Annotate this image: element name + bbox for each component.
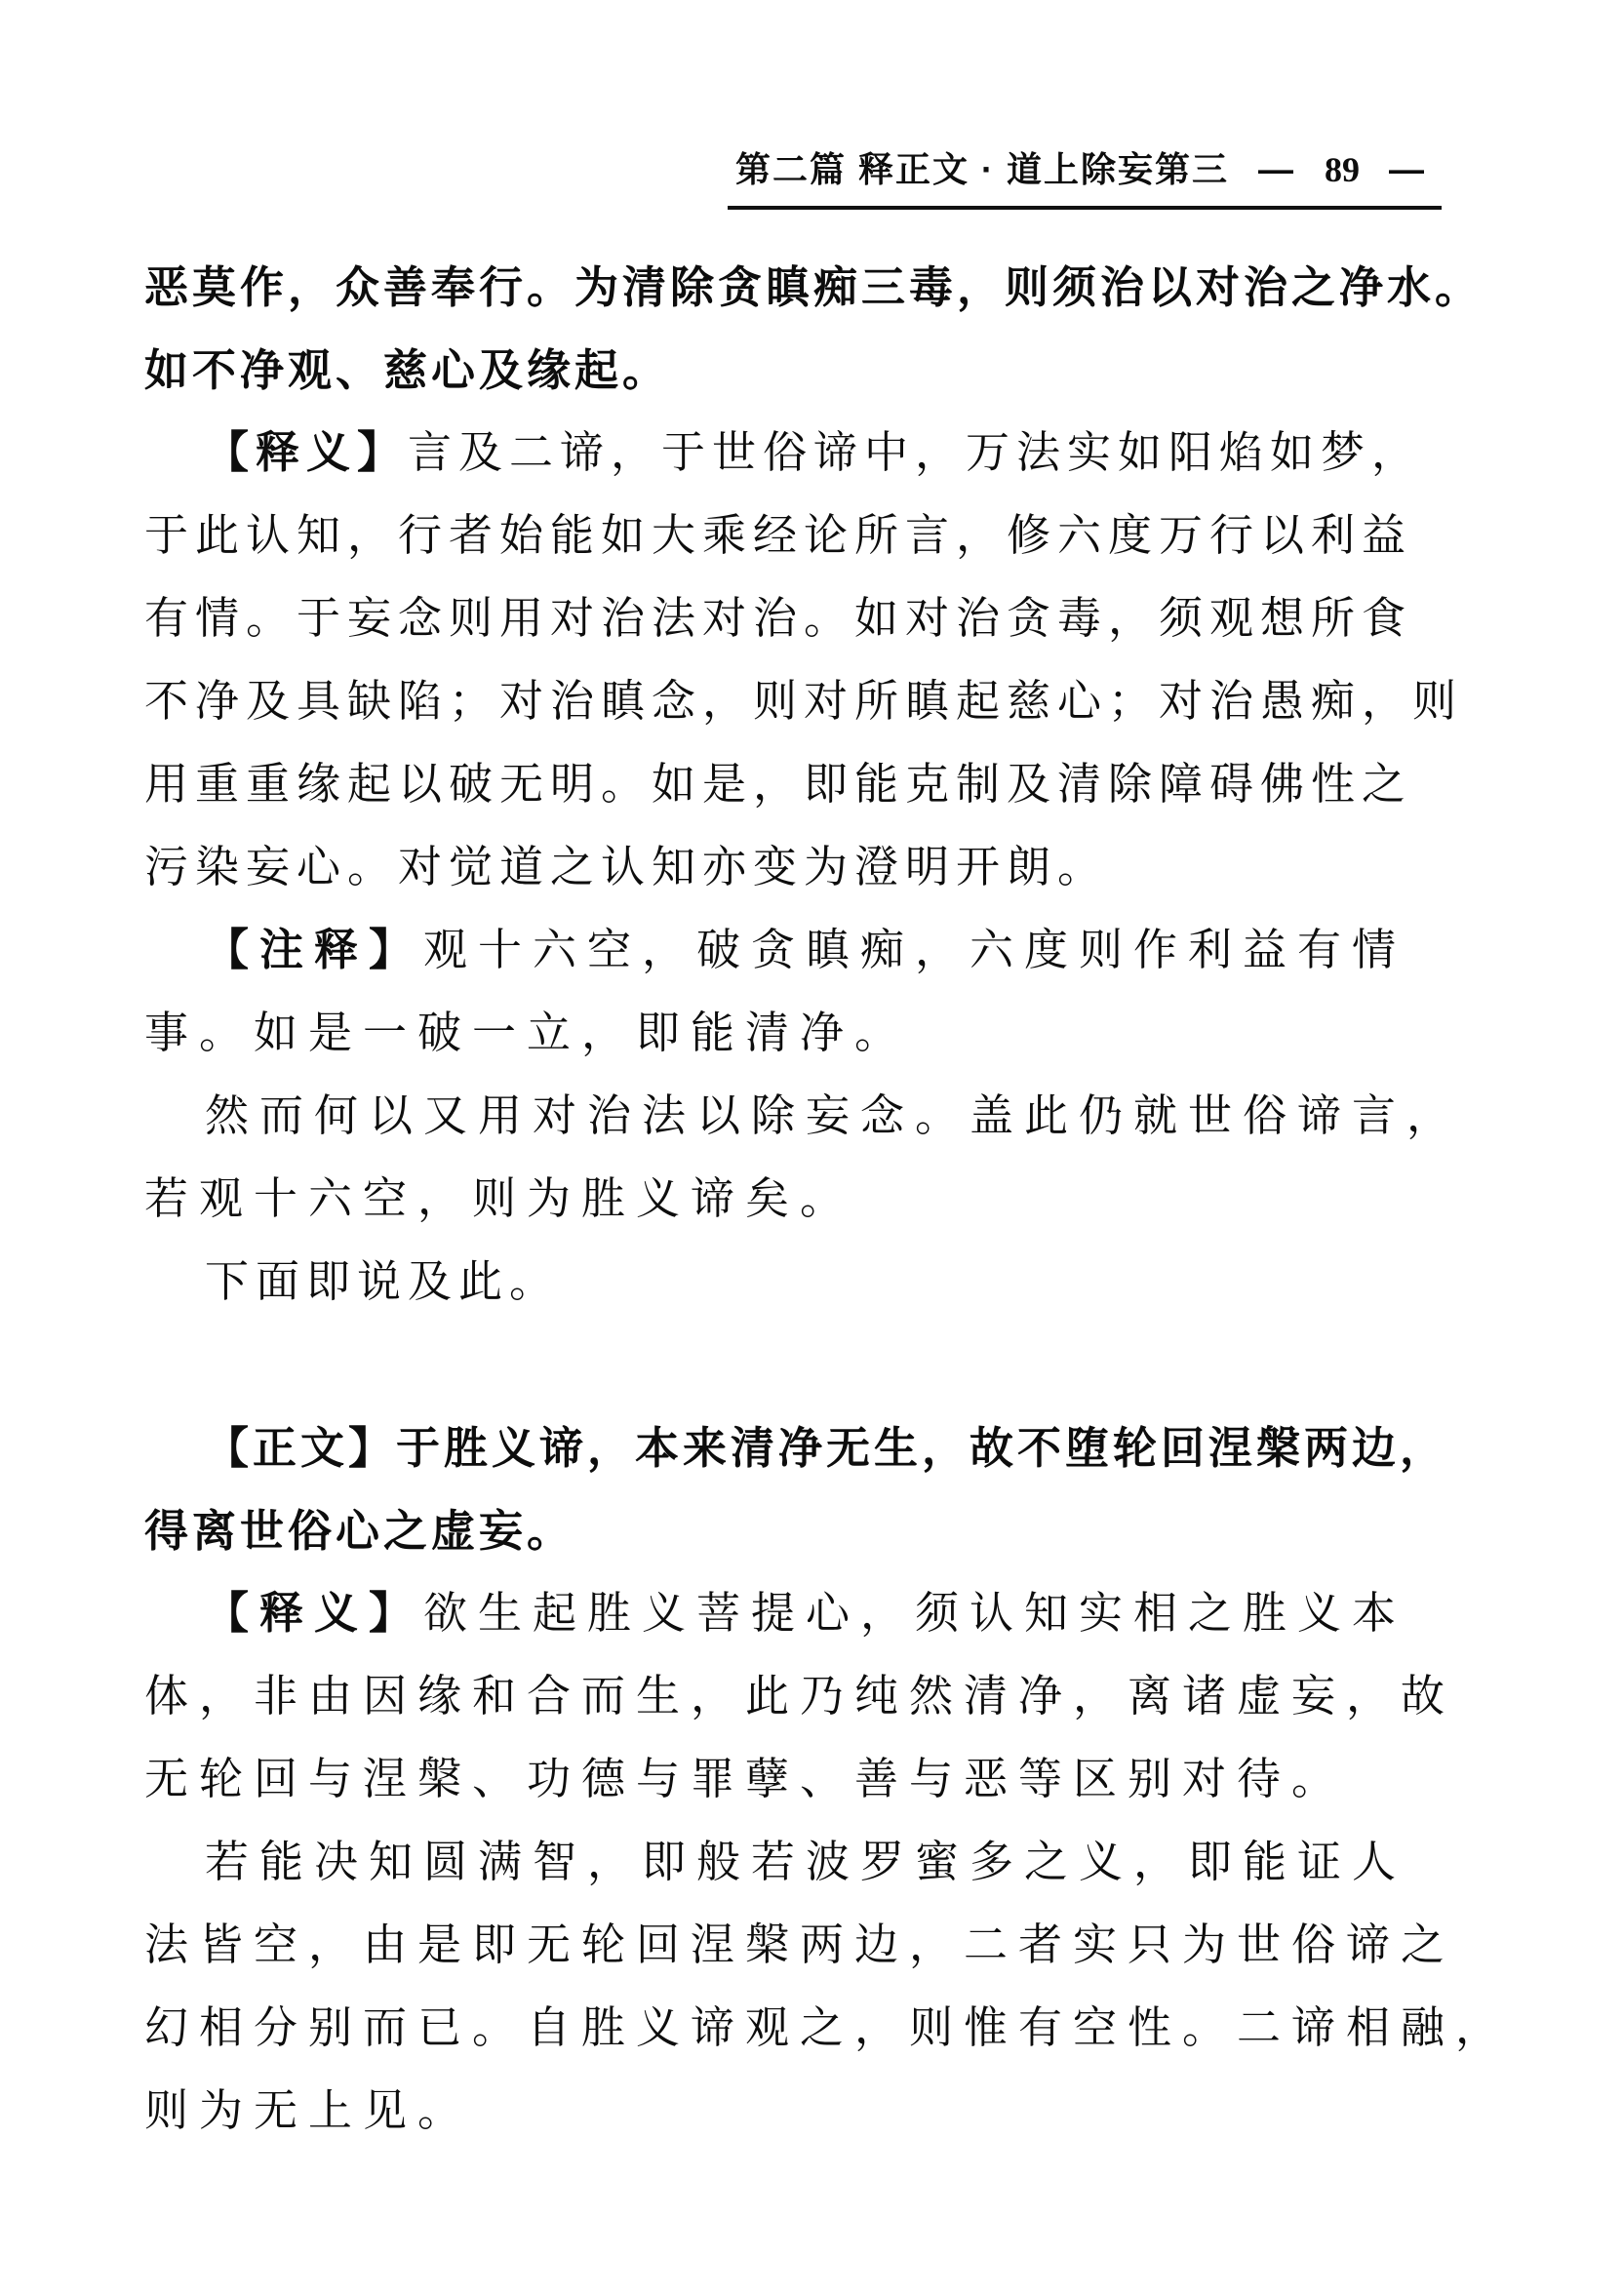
text-line: 【释义】欲生起胜义菩提心，须认知实相之胜义本 (205, 1589, 1407, 1638)
paragraph (144, 246, 1484, 412)
paragraph (144, 1075, 1479, 1241)
paragraph (144, 909, 1479, 1075)
paragraph (144, 1572, 1479, 1821)
paragraph (144, 1406, 1479, 1572)
text-line: 【注释】观十六空，破贪瞋痴，六度则作利益有情 (205, 926, 1407, 974)
text-line: 然而何以又用对治法以除妄念。盖此仍就世俗谛言， (205, 1091, 1462, 1140)
text-line: 得离世俗心之虚妄。 (144, 1506, 575, 1556)
section-label: 【释义】 (205, 1589, 424, 1638)
text-line: 恶莫作，众善奉行。为清除贪瞋痴三毒，则须治以对治之净水。 (144, 262, 1484, 312)
text-line: 污染妄心。对觉道之认知亦变为澄明开朗。 (144, 843, 1109, 891)
text-line: 则为无上见。 (144, 2086, 473, 2135)
section-label: 【释义】 (205, 428, 409, 477)
page-body (144, 246, 1511, 2153)
text-line: 事。如是一破一立，即能清净。 (144, 1009, 910, 1057)
running-header (728, 142, 1442, 210)
text-line: 于此认知，行者始能如大乘经论所言，修六度万行以利益 (144, 511, 1413, 560)
section-label: 【注释】 (205, 926, 424, 974)
text-line: 体，非由因缘和合而生，此乃纯然清净，离诸虚妄，故 (144, 1672, 1456, 1721)
text-line: 有情。于妄念则用对治法对治。如对治贪毒，须观想所食 (144, 594, 1413, 643)
text-line: 【释义】言及二谛，于世俗谛中，万法实如阳焰如梦， (205, 428, 1423, 477)
chapter-title: 第二篇 释正文 · 道上除妄第三 (735, 149, 1229, 189)
text-line: 无轮回与涅槃、功德与罪孽、善与恶等区别对待。 (144, 1755, 1347, 1803)
text-line: 幻相分别而已。自胜义谛观之，则惟有空性。二谛相融， (144, 2003, 1511, 2052)
running-header-rule (728, 142, 1442, 210)
section-label: 【正文】 (205, 1423, 397, 1473)
page-number: 89 (1325, 150, 1360, 189)
text-line: 用重重缘起以破无明。如是，即能克制及清除障碍佛性之 (144, 760, 1413, 809)
text-line: 【正文】于胜义谛，本来清净无生，故不堕轮回涅槃两边， (205, 1423, 1448, 1473)
text-line: 若观十六空，则为胜义谛矣。 (144, 1174, 855, 1223)
paragraph (144, 1241, 1479, 1324)
text-line: 如不净观、慈心及缘起。 (144, 345, 671, 395)
page-number-dash-left: — (1258, 149, 1295, 189)
text-line: 法皆空，由是即无轮回涅槃两边，二者实只为世俗谛之 (144, 1920, 1456, 1969)
text-line: 不净及具缺陷；对治瞋念，则对所瞋起慈心；对治愚痴，则 (144, 677, 1464, 726)
text-line: 下面即说及此。 (205, 1257, 561, 1306)
text-line: 若能决知圆满智，即般若波罗蜜多之义，即能证人 (205, 1838, 1407, 1886)
page-number-dash-right: — (1389, 149, 1426, 189)
paragraph (144, 1821, 1511, 2153)
paragraph (144, 412, 1479, 909)
